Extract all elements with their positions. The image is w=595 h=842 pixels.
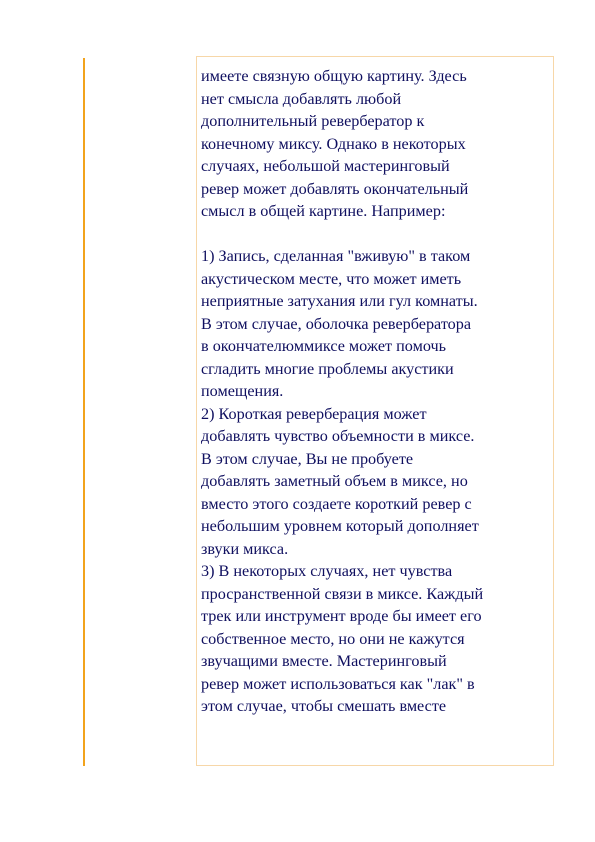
text-line: помещения. [201,382,284,400]
text-line: акустическом месте, что может иметь [201,269,462,288]
text-line: случаях, небольшой мастеринговый [201,157,450,175]
text-line: звуки микса. [201,539,289,558]
text-line: смысл в общей картине. Например: [201,202,446,220]
left-margin-rule [83,58,85,766]
text-line: в окончателюммиксе может помочь [201,337,447,355]
text-line: добавлять заметный объем в миксе, но [201,472,468,490]
text-line: вместо этого создаете короткий ревер с [201,494,472,513]
text-line: В этом случае, оболочка ревербератора [201,314,472,333]
blank-line [201,223,553,246]
text-line: звучащими вместе. Мастеринговый [201,652,447,670]
text-line: 3) В некоторых случаях, нет чувства [201,562,453,580]
text-line: собственное место, но они не кажутся [201,629,465,648]
text-line: конечному миксу. Однако в некоторых [201,134,466,153]
body-text [201,65,553,718]
text-line: неприятные затухания или гул комнаты. [201,292,478,310]
text-line: нет смысла добавлять любой [201,89,402,108]
text-line: просранственной связи в миксе. Каждый [201,584,484,603]
text-line: трек или инструмент вроде бы имеет его [201,607,482,625]
text-line: небольшим уровнем который дополняет [201,517,479,535]
text-line: добавлять чувство объемности в миксе. [201,427,475,445]
text-line: ревер может использоваться как "лак" в [201,674,475,693]
text-line: ревер может добавлять окончательный [201,179,469,198]
text-line: дополнительный ревербератор к [201,112,425,130]
text-line: имеете связную общую картину. Здесь [201,67,467,85]
text-frame [196,56,554,766]
text-line: сгладить многие проблемы акустики [201,359,454,378]
text-line: 2) Короткая реверберация может [201,404,427,423]
text-line: этом случае, чтобы смешать вместе [201,697,447,715]
text-line: В этом случае, Вы не пробуете [201,449,414,468]
text-line: 1) Запись, сделанная "вживую" в таком [201,247,471,265]
